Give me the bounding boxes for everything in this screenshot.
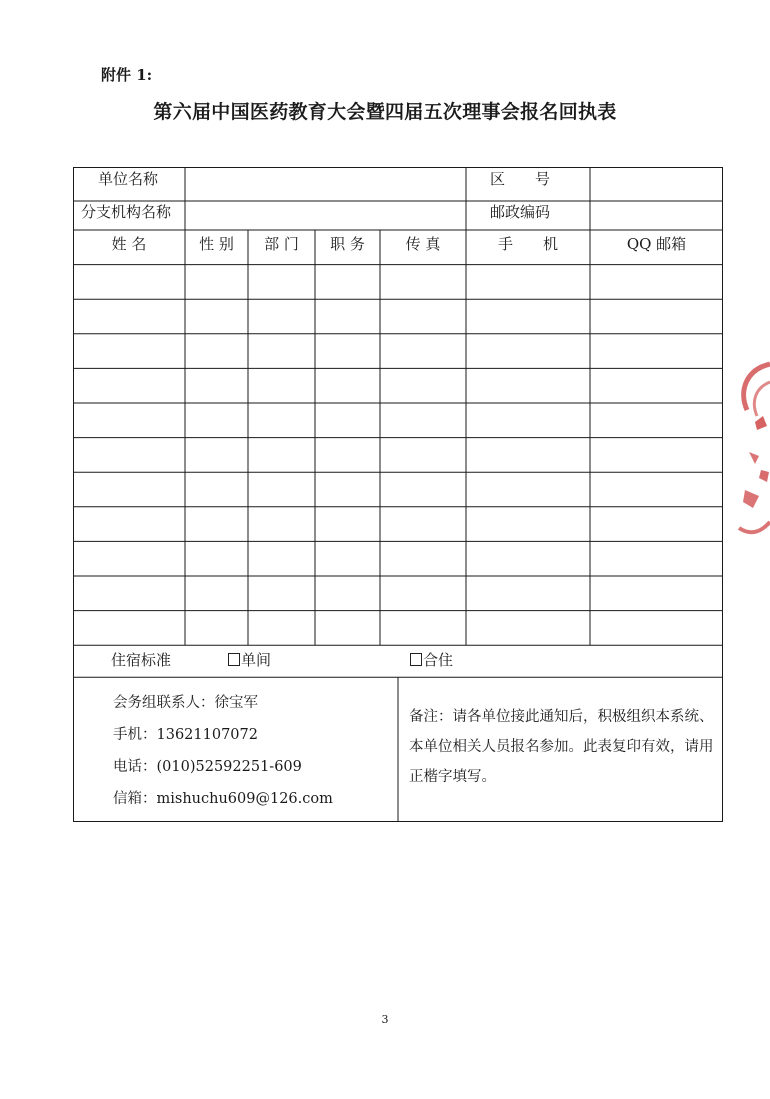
column-header-name: 姓 名 — [111, 235, 147, 253]
column-header-department: 部 门 — [264, 235, 299, 253]
attachment-label: 附件 1: — [101, 66, 153, 84]
page-number: 3 — [381, 1013, 389, 1026]
option-shared-room[interactable] — [410, 651, 453, 669]
contact-phone: 电话：(010)52592251-609 — [113, 759, 302, 775]
branch-name-label: 分支机构名称 — [81, 203, 172, 221]
option-single-label: 单间 — [241, 651, 272, 669]
contact-email: 信箱：mishuchu609@126.com — [113, 791, 333, 807]
area-code-label: 区 号 — [490, 170, 551, 188]
unit-name-label: 单位名称 — [98, 170, 159, 188]
column-header-mobile: 手 机 — [497, 235, 558, 253]
remarks-note: 备注：请各单位接此通知后，积极组织本系统、本单位相关人员报名参加。此表复印有效，请用正楷字填写。 — [409, 709, 714, 785]
column-header-position: 职 务 — [330, 235, 365, 253]
red-seal-stamp — [725, 352, 770, 542]
postal-code-label: 邮政编码 — [490, 203, 551, 221]
contact-mobile: 手机：13621107072 — [113, 727, 258, 743]
page-title: 第六届中国医药教育大会暨四届五次理事会报名回执表 — [153, 101, 617, 123]
registration-form — [73, 167, 723, 822]
checkbox-icon[interactable] — [228, 653, 240, 666]
column-header-fax: 传 真 — [405, 235, 441, 253]
option-shared-label: 合住 — [423, 651, 454, 669]
option-single-room[interactable] — [228, 651, 271, 669]
checkbox-icon[interactable] — [410, 653, 422, 666]
lodging-label: 住宿标准 — [111, 651, 172, 669]
column-header-qq-email: QQ 邮箱 — [626, 235, 687, 253]
column-header-gender: 性 别 — [199, 235, 234, 253]
contact-person: 会务组联系人：徐宝军 — [113, 695, 258, 711]
